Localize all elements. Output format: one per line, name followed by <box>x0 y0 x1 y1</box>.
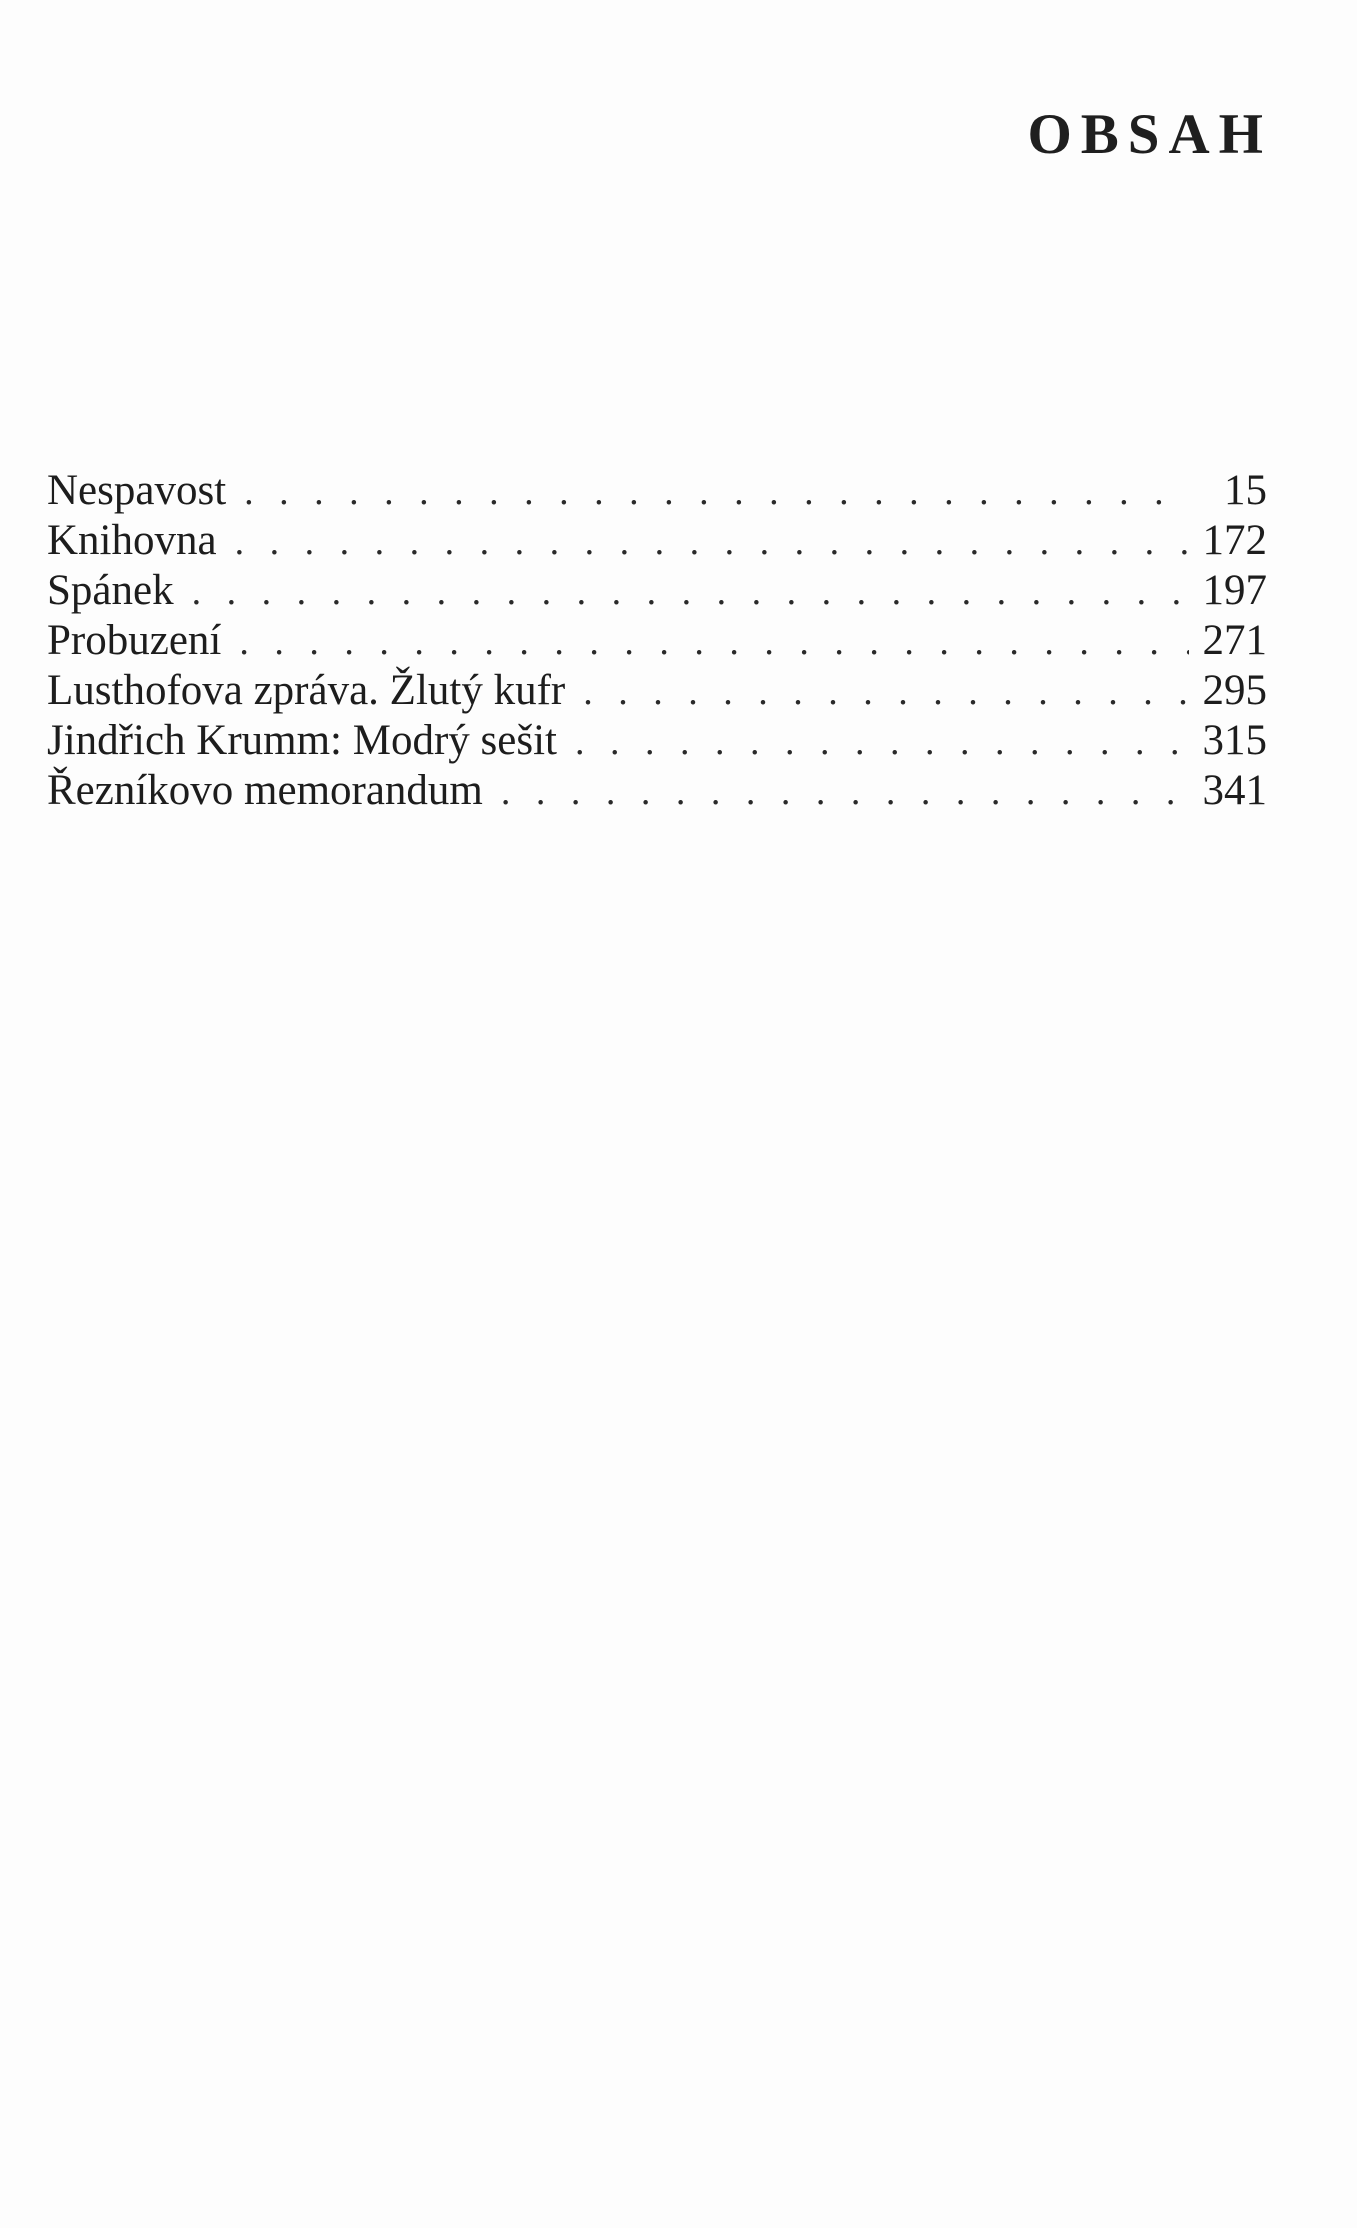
toc-entry <box>47 716 1267 766</box>
page-heading: OBSAH <box>1027 103 1272 166</box>
dot-leader <box>244 467 1191 517</box>
toc-entry-title: Lusthofova zpráva. Žlutý kufr <box>47 667 566 714</box>
toc-entry-title: Nespavost <box>47 467 227 514</box>
toc-entry-title: Knihovna <box>47 517 217 564</box>
dot-leader <box>192 567 1189 617</box>
toc-entry <box>47 516 1267 566</box>
dot-leader <box>583 667 1188 717</box>
toc-entry <box>47 766 1267 816</box>
toc-entry-title: Řezníkovo memorandum <box>47 767 483 814</box>
toc-entry-page: 15 <box>1224 467 1267 514</box>
table-of-contents <box>47 466 1267 816</box>
toc-entry-page: 271 <box>1202 617 1267 664</box>
toc-entry-page: 197 <box>1202 567 1267 614</box>
toc-entry-title: Spánek <box>47 567 174 614</box>
toc-entry <box>47 566 1267 616</box>
toc-entry <box>47 666 1267 716</box>
toc-entry-title: Jindřich Krumm: Modrý sešit <box>47 717 557 764</box>
toc-entry <box>47 466 1267 516</box>
toc-entry-page: 315 <box>1202 717 1267 764</box>
toc-entry-page: 295 <box>1202 667 1267 714</box>
toc-entry <box>47 616 1267 666</box>
dot-leader <box>501 767 1189 817</box>
dot-leader <box>235 517 1189 567</box>
toc-entry-page: 341 <box>1202 767 1267 814</box>
toc-entry-title: Probuzení <box>47 617 222 664</box>
dot-leader <box>575 717 1189 767</box>
toc-entry-page: 172 <box>1202 517 1267 564</box>
dot-leader <box>239 617 1188 667</box>
